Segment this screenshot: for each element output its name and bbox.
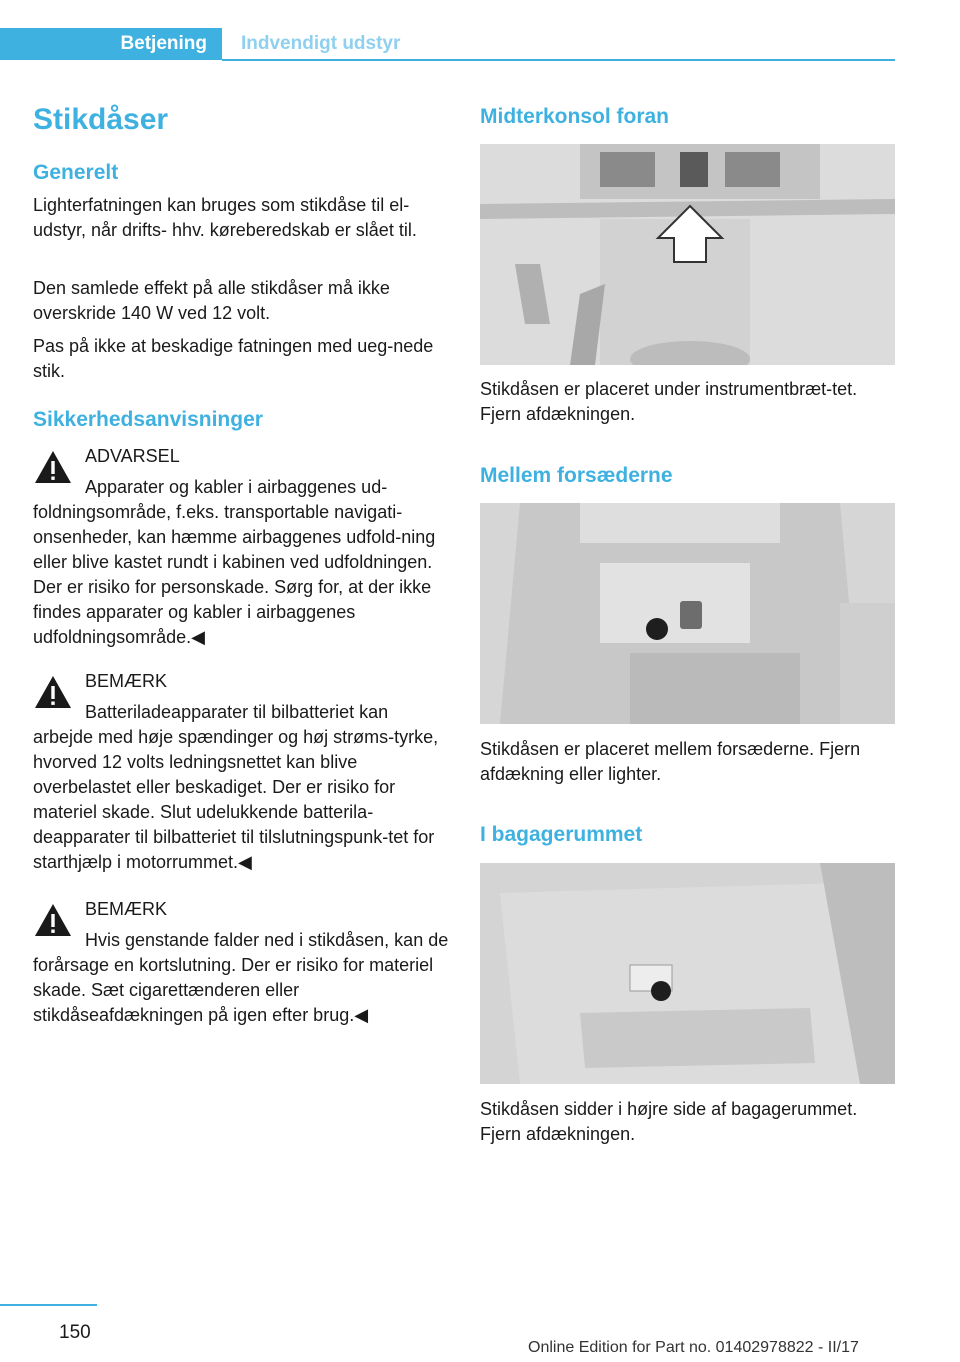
note-1-text: Batteriladeapparater til bilbatteriet kan arbejde med høje spændinger og høj strøms-tyrke, hvorved 12 volts ledningsnettet kan blive overbelastet eller beskadiget. Der er risiko for materiel skade. Slut udelukkende batterila-deapparater til bilbatteriet til tilslutningspunk-tet for starthjælp i motorrummet.◀ bbox=[33, 702, 439, 872]
header bbox=[0, 28, 895, 62]
page-number: 150 bbox=[59, 1322, 91, 1343]
warning-label: ADVARSEL bbox=[85, 446, 180, 466]
warning-text: Apparater og kabler i airbaggenes ud-foldningsområde, f.eks. transportable navigati-onsenheder, kan hæmme airbaggenes udfold-ning eller blive kastet rundt i kabinen ved udfoldningen. Der er risiko for personskade. Sørg for, at der ikke findes apparater og kabler i airbaggenes udfoldningsområde.◀ bbox=[33, 477, 436, 647]
tab-betjening[interactable] bbox=[0, 28, 222, 60]
edition-note: Online Edition for Part no. 01402978822 - II/17 bbox=[528, 1339, 859, 1356]
general-paragraph-1: Lighterfatningen kan bruges som stikdåse til el-udstyr, når drifts- hhv. køreberedskab er slået til. bbox=[33, 195, 417, 240]
section-3-heading: I bagagerummet bbox=[480, 823, 643, 846]
note-1-label: BEMÆRK bbox=[85, 671, 168, 691]
general-paragraph-2: Den samlede effekt på alle stikdåser må ikke overskride 140 W ved 12 volt. bbox=[33, 278, 390, 323]
dashboard-socket-photo bbox=[480, 144, 895, 365]
safety-heading: Sikkerhedsanvisninger bbox=[33, 408, 263, 431]
tab-indvendigt-udstyr[interactable]: Indvendigt udstyr bbox=[241, 33, 401, 54]
header-rule bbox=[222, 59, 895, 61]
section-2-heading: Mellem forsæderne bbox=[480, 464, 673, 487]
note-2-label: BEMÆRK bbox=[85, 899, 168, 919]
note-2-text: Hvis genstande falder ned i stikdåsen, kan de forårsage en kortslutning. Der er risiko for materiel skade. Sæt cigarettænderen eller stikdåseafdækningen på igen efter brug.◀ bbox=[33, 930, 449, 1025]
page-title: Stikdåser bbox=[33, 103, 169, 136]
footer-rule bbox=[0, 1304, 97, 1306]
section-3-text: Stikdåsen sidder i højre side af bagagerummet. Fjern afdækningen. bbox=[480, 1099, 858, 1144]
general-paragraph-3: Pas på ikke at beskadige fatningen med ueg-nede stik. bbox=[33, 336, 434, 381]
section-1-heading: Midterkonsol foran bbox=[480, 105, 670, 128]
section-2-text: Stikdåsen er placeret mellem forsæderne. Fjern afdækning eller lighter. bbox=[480, 739, 861, 784]
section-1-text: Stikdåsen er placeret under instrumentbræt-tet. Fjern afdækningen. bbox=[480, 379, 858, 424]
tab-betjening-label: Betjening bbox=[120, 33, 207, 54]
console-socket-photo bbox=[480, 503, 895, 724]
trunk-socket-photo bbox=[480, 863, 895, 1084]
general-heading: Generelt bbox=[33, 161, 119, 184]
